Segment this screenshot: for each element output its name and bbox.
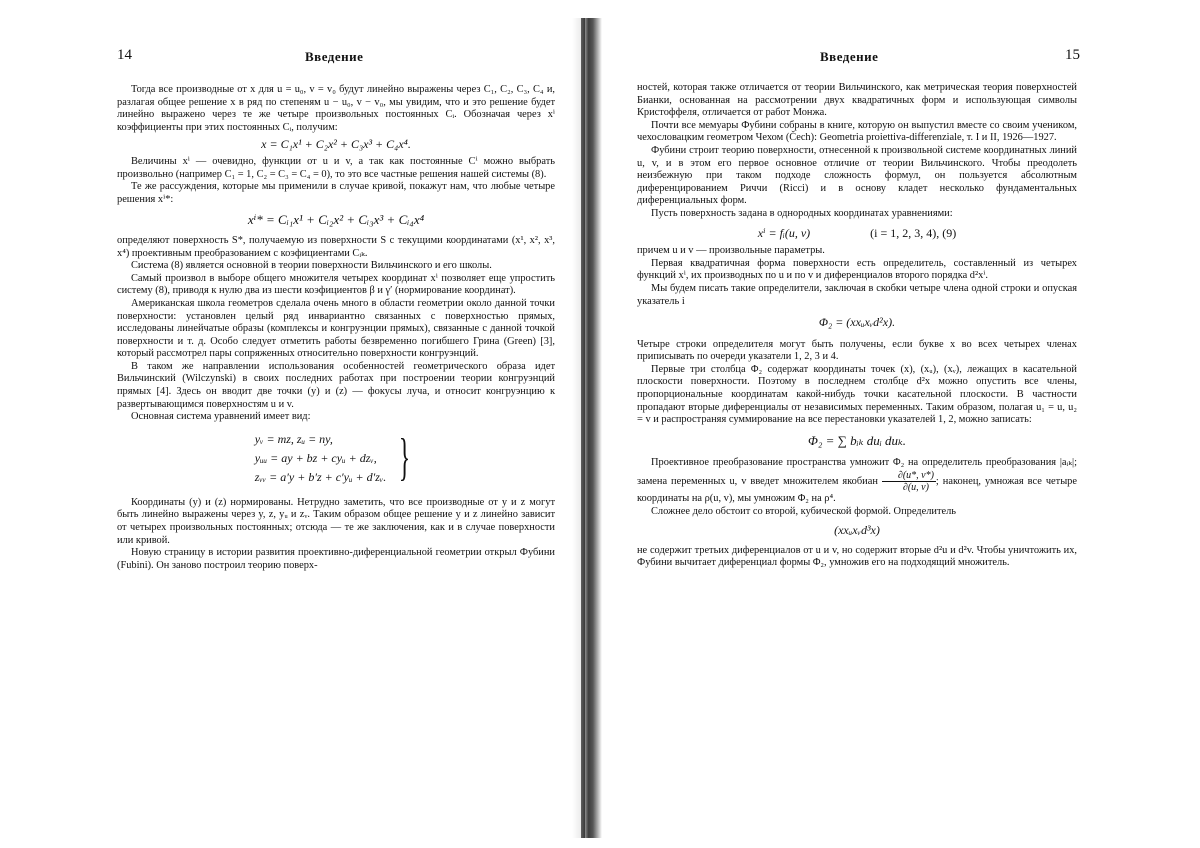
formula: Φ₂ = (xxᵤxᵥd²x). <box>818 315 896 330</box>
paragraph: Новую страницу в истории развития проективно-диференциальной геометрии открыл Фубини (Fubini). Он заново построил теорию поверх- <box>117 547 555 571</box>
running-header: Введение <box>305 49 364 64</box>
right-brace: } <box>399 429 411 487</box>
formula-number: (i = 1, 2, 3, 4), (9) <box>870 225 957 240</box>
equation-row: yᵥ = mz, zᵤ = ny, <box>254 431 333 446</box>
paragraph: Первые три столбца Φ₂ содержат координаты точек (x), (xᵤ), (xᵥ), лежащих в касательной плоскости поверхности. Поэтому в последнем столбце d²x можно опустить все члены, пропорциональные координатам какой-нибудь точки касательной плоскости. В частности пропадают вторые диференциалы от независимых переменных. Таким образом, полагая u₁ = u, u₂ = v и распространяя суммирование на все перестановки указателей 1, 2, можно записать: <box>637 363 1077 426</box>
paragraph: Мы будем писать такие определители, заключая в скобки четыре члена одной строки и опуская указатель i <box>637 282 1077 307</box>
book-spine <box>581 18 585 838</box>
paragraph: Фубини строит теорию поверхности, отнесенной к произвольной системе координатных линий u, v, и в этом его первое основное отличие от теории Вильчинского. Чтобы преодолеть неизбежную при таком подходе сложность формул, он пользуется абсолютным диференцированием Риччи (Ricci) и в основу кладет несколько фундаментальных диференциальных форм. <box>637 144 1077 207</box>
page-number: 15 <box>1065 47 1080 63</box>
paragraph: Пусть поверхность задана в однородных координатах уравнениями: <box>651 207 953 219</box>
paragraph: Самый произвол в выборе общего множителя четырех координат xⁱ позволяет еще упростить систему (8), приводя к нулю два из шести коэфициентов β и γ′ (нормирование координат). <box>117 272 555 297</box>
paragraph: Система (8) является основной в теории поверхности Вильчинского и его школы. <box>131 260 492 272</box>
paragraph: Почти все мемуары Фубини собраны в книге, которую он выпустил вместе со своим учеником, чехословацким геометром Чехом (Čech): Geometria proiettiva-differenziale, т. I и II, 1926—1927. <box>637 119 1077 144</box>
page-number: 14 <box>117 47 132 63</box>
paragraph: ностей, которая также отличается от теории Вильчинского, как метрическая теория поверхностей Бианки, основанная на рассмотрении двух квадратичных форм и использующая символы Кристоффеля, отличается от работ Монжа. <box>637 82 1077 119</box>
right-page <box>595 0 1200 848</box>
paragraph: Американская школа геометров сделала очень много в области геометрии около данной точки поверхности: установлен целый ряд инвариантно связанных с поверхностью прямых, исследованы линейчатые образы (комплексы и конгруэнции прямых), связанные с данной точкой поверхности и т. д. Особо следует отметить работы безвременно погибшего Грина (Green) [3], который рассмотрел пары сопряженных относительно поверхности конгруэнций. <box>117 297 555 360</box>
left-page <box>0 0 575 848</box>
paragraph: не содержит третьих диференциалов от u и v, но содержит вторые d²u и d²v. Чтобы уничтожить их, Фубини вычитает диференциал формы Φ₂, умножив его на подходящий множитель. <box>637 544 1077 569</box>
paragraph: Четыре строки определителя могут быть получены, если букве x во всех четырех членах приписывать по очереди указатели 1, 2, 3 и 4. <box>637 338 1077 363</box>
paragraph: Величины xⁱ — очевидно, функции от u и v, а так как постоянные Cⁱ можно выбрать произвольно (например C₁ = 1, C₂ = C₃ = C₄ = 0), то это все частные решения нашей системы (8). <box>117 155 555 180</box>
formula: xⁱ = fᵢ(u, v) <box>757 225 811 240</box>
paragraph: Первая квадратичная форма поверхности есть определитель, составленный из четырех функций xⁱ, их производных по u и по v и диференциалов второго порядка d²xⁱ. <box>637 257 1077 282</box>
fraction-numerator: ∂(u*, v*) <box>882 470 936 482</box>
formula: (xxᵤxᵥd³x) <box>834 523 880 538</box>
formula-9 <box>637 227 1077 240</box>
equation-system <box>117 430 555 487</box>
paragraph: В таком же направлении использования особенностей геометрического образа идет Вильчинский (Wilczynski) в своих последних работах при построении теории конгруэнций прямых [4]. Здесь он вводит две точки (y) и (z) — фокусы луча, и относит конгруэнцию к развертывающимся поверхностям u и v. <box>117 360 555 410</box>
text-column <box>637 82 1077 570</box>
paragraph: Основная система уравнений имеет вид: <box>131 411 311 423</box>
paragraph: Тогда все производные от x для u = u₀, v = v₀ будут линейно выражены через C₁, C₂, C₃, C₄ и, разлагая общее решение x в ряд по степеням u − u₀, v − v₀, мы увидим, что и это решение будет линейно выражено через те же четыре произвольных постоянных Cᵢ. Обозначая через xⁱ коэффициенты при этих постоянных Cᵢ, получим: <box>117 84 555 133</box>
jacobian-fraction <box>882 470 936 493</box>
paragraph: определяют поверхность S*, получаемую из поверхности S с текущими координатами (x¹, x², x³, x⁴) проективным преобразованием с коэфициентами Cᵢₖ. <box>117 234 555 259</box>
paragraph <box>637 457 1077 505</box>
formula: Φ₂ = ∑ bᵢₖ duᵢ duₖ. <box>807 432 907 448</box>
text-column <box>117 84 555 572</box>
paragraph: причем u и v — произвольные параметры. <box>637 245 825 257</box>
paragraph: Те же рассуждения, которые мы применили в случае кривой, покажут нам, что любые четыре решения xⁱ*: <box>117 181 555 205</box>
paragraph: Координаты (y) и (z) нормированы. Нетрудно заметить, что все производные от y и z могут быть линейно выражены через y, z, yᵤ и zᵥ. Таким образом общее решение y и z линейно зависит от четырех произвольных постоянных; отсюда — те же заключения, как и в случае поверхности или кривой. <box>117 496 555 546</box>
paragraph: Сложнее дело обстоит со второй, кубической формой. Определитель <box>651 505 957 517</box>
equation-row: zᵥᵥ = a′y + b′z + c′yᵤ + d′zᵥ. <box>254 469 387 484</box>
formula: x = C₁x¹ + C₂x² + C₃x³ + C₄x⁴. <box>261 137 411 152</box>
formula: xⁱ* = Cᵢ₁x¹ + Cᵢ₂x² + Cᵢ₃x³ + Cᵢ₄x⁴ <box>247 212 425 228</box>
running-header: Введение <box>820 49 879 64</box>
paragraph-text: ; наконец, умножая все четыре координаты на ρ(u, v), мы умножим Φ₂ на ρ⁴. <box>637 475 1077 505</box>
equation-row: yᵤᵤ = ay + bz + cyᵤ + dzᵥ, <box>254 450 377 465</box>
fraction-denominator: ∂(u, v) <box>902 482 929 494</box>
paragraph-text: Проективное преобразование пространства умножит Φ₂ на определитель преобразования |aᵢₖ|; замена переменных u, v введет множителем якобиан <box>637 457 1077 487</box>
